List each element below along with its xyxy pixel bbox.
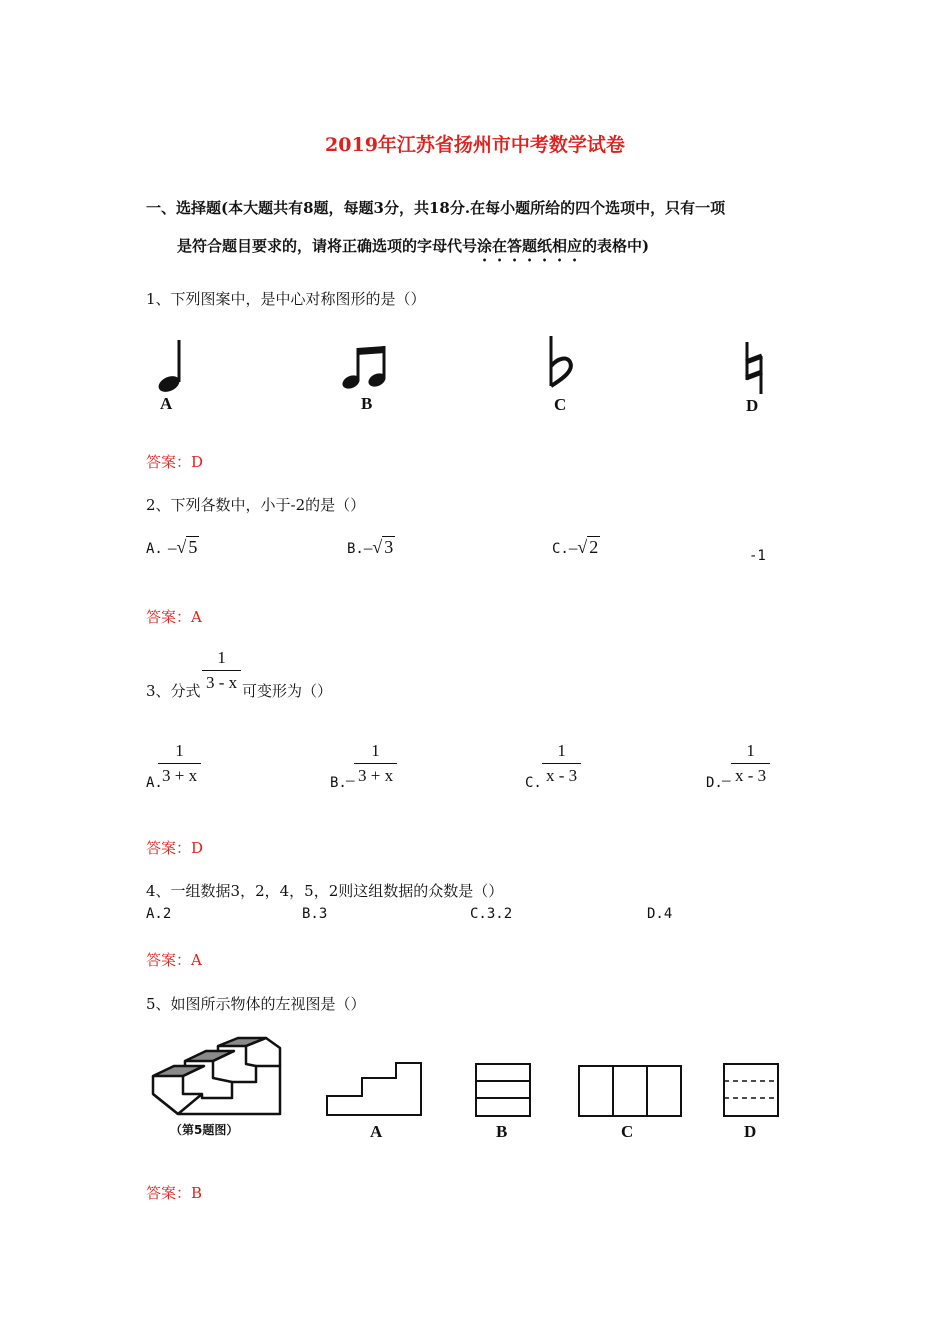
q1-label-b: B xyxy=(361,394,373,413)
q3-stem-fraction: $\frac{1}{3 - x}$ xyxy=(202,648,241,693)
q1-label-a: A xyxy=(160,394,173,413)
section-heading-line2 xyxy=(177,235,649,265)
q1-label-c: C xyxy=(554,395,567,414)
q5-option-b-view xyxy=(474,1062,532,1118)
q5-option-d-view xyxy=(722,1062,780,1118)
q4-answer: 答案：A xyxy=(146,951,202,969)
q5-stem: 5、如图所示物体的左视图是（） xyxy=(146,995,366,1013)
q2-answer: 答案：A xyxy=(146,608,202,626)
q2-option-c: C.–√ 2 xyxy=(552,537,599,557)
q3-option-b-fraction: $\frac{1}{3 + x}$ xyxy=(354,741,397,786)
q4-option-b: B.3 xyxy=(302,906,328,922)
q3-option-a-prefix: A. xyxy=(146,775,163,791)
q3-stem-a: 3、分式 xyxy=(146,682,201,700)
section-heading-line2-a: 是符合题目要求的，请将正确选项的字母代号 xyxy=(177,237,478,255)
q1-label-d: D xyxy=(746,396,759,415)
q5-option-c-view xyxy=(577,1064,683,1118)
section-heading-line2-c: 的表格中) xyxy=(582,237,650,255)
q3-answer: 答案：D xyxy=(146,839,204,857)
q2-option-b: B.–√ 3 xyxy=(347,537,394,557)
staircase-figure xyxy=(148,1036,284,1120)
q3-option-d-prefix: D. xyxy=(706,775,723,791)
section-heading: 一、选择题(本大题共有8题，每题3分，共18分.在每小题所给的四个选项中，只有一项 xyxy=(146,199,726,217)
flat-sign-icon xyxy=(540,334,580,394)
q2-stem: 2、下列各数中，小于-2的是（） xyxy=(146,496,366,514)
q4-option-c: C.3.2 xyxy=(470,906,513,922)
quarter-note-icon xyxy=(150,338,190,398)
q1-stem: 1、下列图案中，是中心对称图形的是（） xyxy=(146,290,426,308)
section-heading-line2-emphasis: 涂在答题纸相应 xyxy=(477,237,583,255)
q3-option-c-prefix: C. xyxy=(525,775,542,791)
q5-answer: 答案：B xyxy=(146,1184,203,1202)
q3-option-b-sign: – xyxy=(346,770,355,789)
q4-option-a: A.2 xyxy=(146,906,172,922)
beamed-notes-icon xyxy=(340,342,400,392)
page-title: 2019年江苏省扬州市中考数学试卷 xyxy=(325,134,625,156)
figure-caption: （第5题图） xyxy=(170,1123,239,1137)
q3-option-b-prefix: B. xyxy=(330,775,347,791)
q4-stem: 4、一组数据3，2，4，5，2则这组数据的众数是（） xyxy=(146,882,504,900)
q5-label-b: B xyxy=(496,1122,508,1141)
q3-stem-b: 可变形为（） xyxy=(242,682,333,700)
q3-option-d-sign: – xyxy=(722,770,731,789)
q2-option-a: A. –√ 5 xyxy=(146,537,198,557)
natural-sign-icon xyxy=(738,340,772,398)
q4-option-d: D.4 xyxy=(647,906,673,922)
q1-answer: 答案：D xyxy=(146,453,204,471)
q5-label-c: C xyxy=(621,1122,634,1141)
q3-option-d-fraction: $\frac{1}{x - 3}$ xyxy=(731,741,770,786)
q5-label-d: D xyxy=(744,1122,757,1141)
q3-option-c-fraction: $\frac{1}{x - 3}$ xyxy=(542,741,581,786)
q3-option-a-fraction: $\frac{1}{3 + x}$ xyxy=(158,741,201,786)
q2-option-d: -1 xyxy=(749,548,766,564)
q5-label-a: A xyxy=(370,1122,383,1141)
q5-option-a-view xyxy=(324,1060,424,1118)
